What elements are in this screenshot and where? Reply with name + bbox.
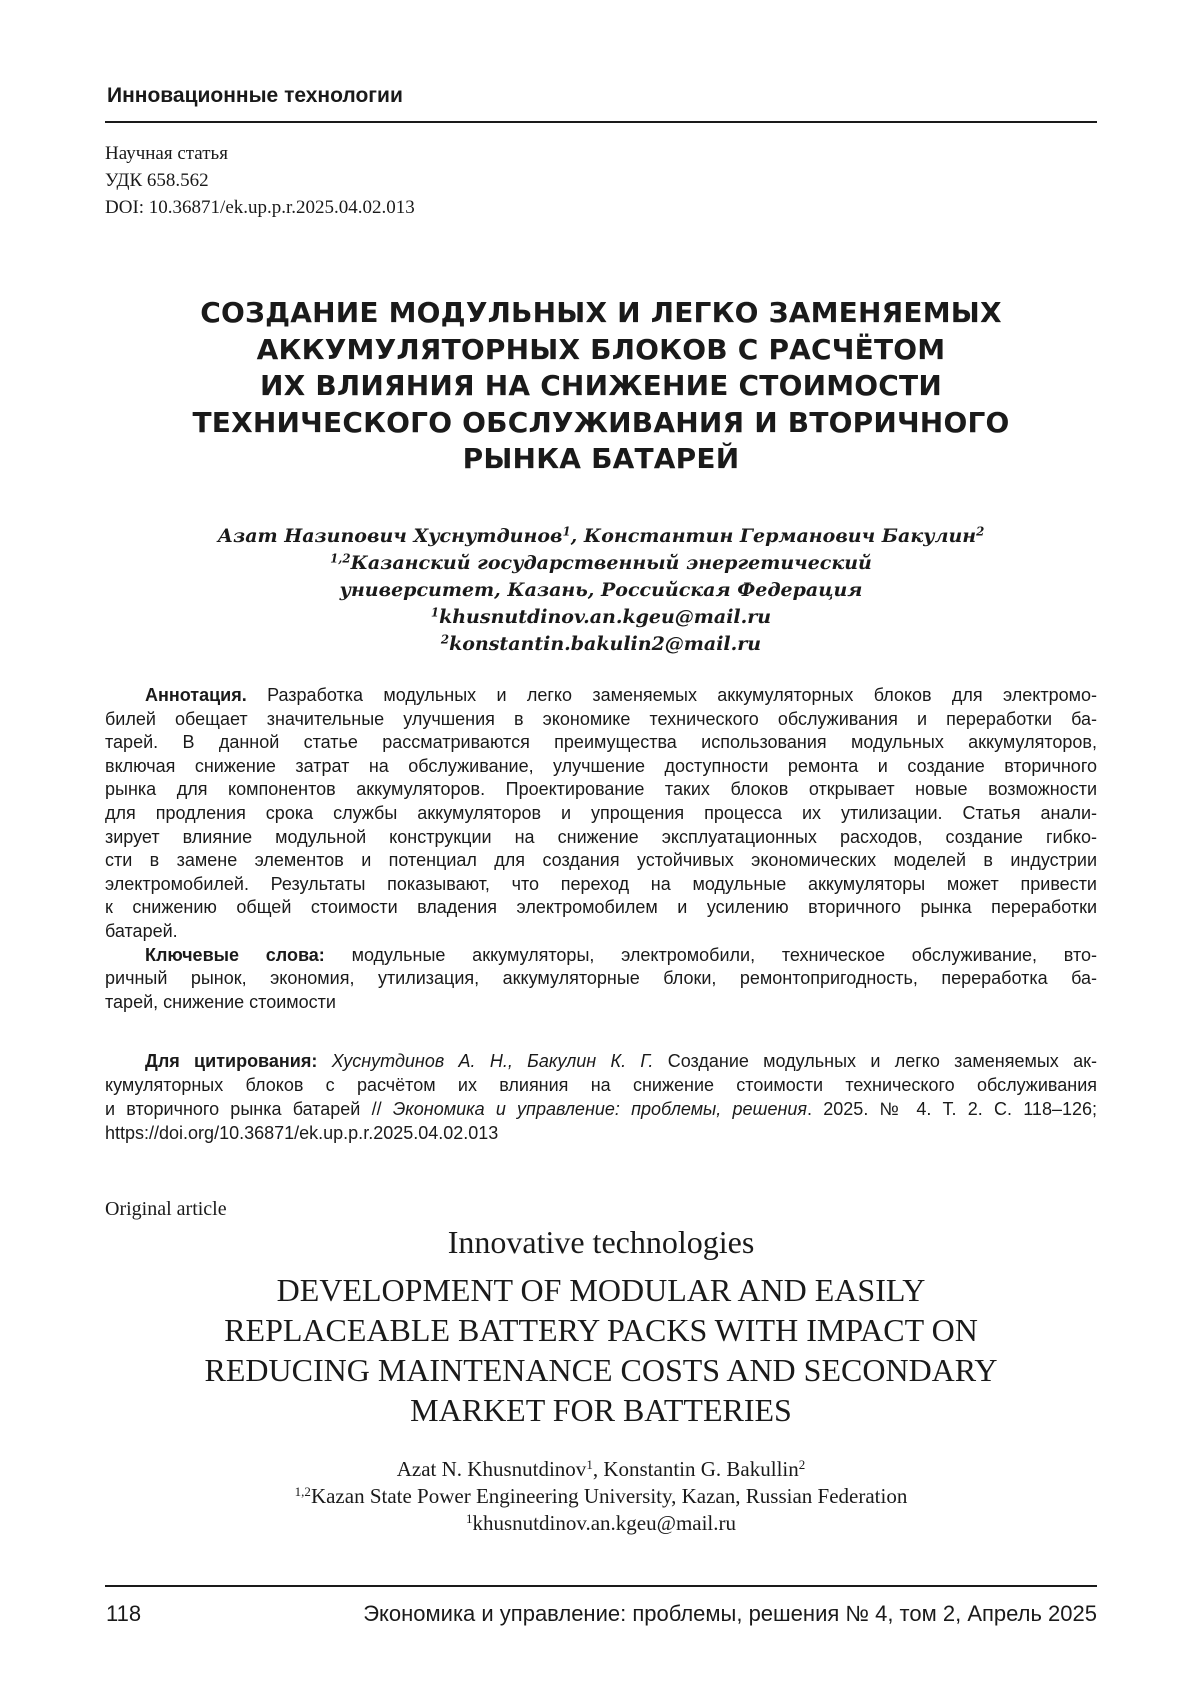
- header-rule: [105, 121, 1097, 123]
- abstract-line: билей обещает значительные улучшения в экономике технического обслуживания и переработки ба-: [105, 708, 1097, 729]
- abstract: [105, 684, 1097, 1014]
- abstract-line: сти в замене элементов и потенциал для создания устойчивых экономических моделей в индустрии: [105, 850, 1097, 871]
- author-name: Константин Германович Бакулин: [583, 525, 977, 547]
- title-line: REDUCING MAINTENANCE COSTS AND SECONDARY: [204, 1352, 998, 1388]
- section-header-en: Innovative technologies: [447, 1224, 755, 1260]
- article-title-en: [105, 1270, 1097, 1430]
- author-name: Азат Назипович Хуснутдинов: [217, 525, 563, 547]
- email: [105, 1510, 1097, 1537]
- title-line: ТЕХНИЧЕСКОГО ОБСЛУЖИВАНИЯ И ВТОРИЧНОГО: [192, 405, 1010, 439]
- separator: ,: [592, 1457, 604, 1481]
- title-line: АККУМУЛЯТОРНЫХ БЛОКОВ С РАСЧЁТОМ: [256, 332, 946, 366]
- citation-line: [105, 1097, 1097, 1121]
- abstract-label: Аннотация.: [145, 685, 247, 705]
- abstract-line: зирует влияние модульной конструкции на снижение эксплуатационных расходов, создание гибко-: [105, 826, 1097, 847]
- affiliation-sup: 1,2: [294, 1483, 311, 1499]
- keywords-line: тарей, снижение стоимости: [105, 991, 336, 1012]
- author-sup: 2: [976, 524, 985, 539]
- footer-rule: [105, 1585, 1097, 1587]
- article-type: Научная статья: [105, 143, 228, 164]
- abstract-line: тарей. В данной статье рассматриваются преимущества использования модульных аккумуляторов,: [105, 732, 1097, 753]
- title-line: REPLACEABLE BATTERY PACKS WITH IMPACT ON: [224, 1312, 978, 1348]
- author-names: [105, 1456, 1097, 1483]
- citation: [105, 1049, 1097, 1145]
- article-title-ru: [105, 295, 1097, 478]
- keywords-line: ричный рынок, экономия, утилизация, аккумуляторные блоки, ремонтопригодность, переработка ба-: [105, 968, 1097, 989]
- citation-doi-link[interactable]: https://doi.org/10.36871/ek.up.p.r.2025.04.02.013: [105, 1123, 499, 1143]
- email-sup: 1: [430, 605, 440, 620]
- abstract-line: [105, 684, 1097, 708]
- abstract-line: к снижению общей стоимости владения электромобилем и усилению вторичного рынка переработки: [105, 897, 1097, 918]
- abstract-line: включая снижение затрат на обслуживание, улучшение доступности ремонта и создание вторичного: [105, 755, 1097, 776]
- email: [105, 604, 1097, 631]
- separator: ,: [570, 525, 584, 547]
- authors-ru: [105, 523, 1097, 658]
- email-link[interactable]: konstantin.bakulin2@mail.ru: [449, 633, 762, 655]
- citation-label: Для цитирования:: [145, 1051, 318, 1071]
- section-header: Инновационные технологии: [107, 84, 403, 107]
- abstract-line: для продления срока службы аккумуляторов и упрощения процесса их утилизации. Статья анали-: [105, 802, 1097, 823]
- email-link[interactable]: khusnutdinov.an.kgeu@mail.ru: [439, 606, 772, 628]
- citation-text: и вторичного рынка батарей //: [105, 1099, 393, 1119]
- doi: DOI: 10.36871/ek.up.p.r.2025.04.02.013: [105, 197, 415, 218]
- abstract-text: Разработка модульных и легко заменяемых аккумуляторных блоков для электромо-: [246, 685, 1097, 705]
- citation-authors: Хуснутдинов А. Н., Бакулин К. Г.: [317, 1051, 654, 1071]
- keywords-line: [105, 944, 1097, 968]
- email-link[interactable]: khusnutdinov.an.kgeu@mail.ru: [472, 1511, 737, 1535]
- author-sup: 2: [798, 1456, 806, 1472]
- abstract-line: батарей.: [105, 920, 178, 941]
- author-sup: 1: [562, 524, 571, 539]
- title-line: DEVELOPMENT OF MODULAR AND EASILY: [276, 1272, 926, 1308]
- title-line: ИХ ВЛИЯНИЯ НА СНИЖЕНИЕ СТОИМОСТИ: [260, 369, 942, 402]
- citation-text: . 2025. № 4. Т. 2. С. 118–126;: [807, 1099, 1097, 1119]
- affiliation: [105, 550, 1097, 577]
- affiliation-text: Казанский государственный энергетический: [350, 552, 872, 574]
- citation-journal: Экономика и управление: проблемы, решения: [392, 1099, 808, 1119]
- email-sup: 1: [465, 1510, 473, 1526]
- title-line: СОЗДАНИЕ МОДУЛЬНЫХ И ЛЕГКО ЗАМЕНЯЕМЫХ: [200, 296, 1002, 329]
- udc-code: УДК 658.562: [105, 170, 209, 191]
- title-line: РЫНКА БАТАРЕЙ: [462, 442, 740, 475]
- citation-text: Создание модульных и легко заменяемых ак-: [653, 1051, 1097, 1071]
- author-name: Konstantin G. Bakullin: [603, 1457, 799, 1481]
- title-line: MARKET FOR BATTERIES: [410, 1392, 792, 1428]
- affiliation: университет, Казань, Российская Федерация: [339, 579, 863, 601]
- journal-info: Экономика и управление: проблемы, решения № 4, том 2, Апрель 2025: [363, 1601, 1097, 1626]
- affiliation-sup: 1,2: [330, 551, 351, 566]
- abstract-line: рынка для компонентов аккумуляторов. Проектирование таких блоков открывает новые возможности: [105, 779, 1097, 800]
- author-names: [105, 523, 1097, 550]
- author-sup: 1: [586, 1456, 593, 1472]
- citation-line: [105, 1049, 1097, 1073]
- email: [105, 631, 1097, 658]
- abstract-line: электромобилей. Результаты показывают, что переход на модульные аккумуляторы может привести: [105, 873, 1097, 894]
- affiliation-text: Kazan State Power Engineering University, Kazan, Russian Federation: [310, 1484, 908, 1508]
- affiliation: [105, 1483, 1097, 1510]
- original-article-label: Original article: [105, 1198, 227, 1220]
- email-sup: 2: [440, 632, 450, 647]
- citation-line: кумуляторных блоков с расчётом их влияния на снижение стоимости технического обслуживания: [105, 1075, 1097, 1095]
- keywords-label: Ключевые слова:: [145, 944, 325, 965]
- authors-en: [105, 1456, 1097, 1537]
- author-name: Azat N. Khusnutdinov: [396, 1457, 587, 1481]
- keywords-text: модульные аккумуляторы, электромобили, техническое обслуживание, вто-: [324, 944, 1097, 965]
- page-number: 118: [106, 1601, 142, 1626]
- article-meta: [105, 140, 415, 221]
